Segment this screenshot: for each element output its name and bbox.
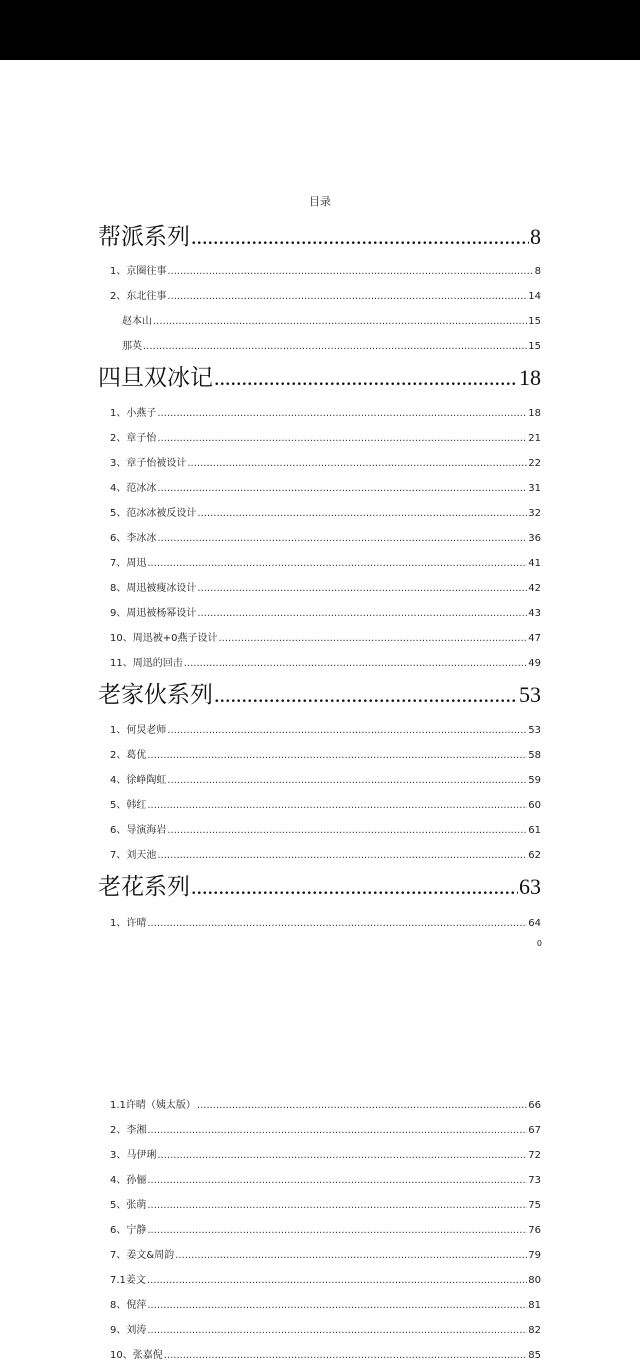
toc-entry[interactable] xyxy=(110,823,541,839)
toc-entry-page: 42 xyxy=(528,583,541,594)
toc-leader-dots xyxy=(147,1273,527,1289)
toc-leader-dots xyxy=(147,798,527,814)
toc-entry[interactable] xyxy=(110,1248,541,1264)
toc-entry-page: 31 xyxy=(528,483,541,494)
toc-entry-label: 2、东北往事 xyxy=(110,291,167,302)
toc-title: 目录 xyxy=(309,195,331,208)
toc-leader-dots xyxy=(184,656,528,672)
toc-entry-page: 64 xyxy=(528,918,541,929)
toc-entry-label: 帮派系列 xyxy=(98,224,190,250)
toc-entry[interactable] xyxy=(110,1323,541,1339)
toc-leader-dots xyxy=(191,222,529,252)
toc-entry-label: 1、小燕子 xyxy=(110,408,157,419)
toc-entry-label: 2、李湘 xyxy=(110,1125,147,1136)
toc-entry-label: 老花系列 xyxy=(98,874,190,900)
toc-entry-label: 1、许晴 xyxy=(110,918,147,929)
toc-entry[interactable] xyxy=(110,406,541,422)
toc-leader-dots xyxy=(197,506,527,522)
toc-entry[interactable] xyxy=(110,506,541,522)
toc-entry[interactable] xyxy=(110,656,541,672)
toc-entry-page: 75 xyxy=(528,1200,541,1211)
toc-leader-dots xyxy=(191,872,518,902)
toc-section[interactable] xyxy=(98,222,541,252)
top-black-bar xyxy=(0,0,640,60)
toc-entry[interactable] xyxy=(110,773,541,789)
toc-entry[interactable] xyxy=(110,456,541,472)
toc-leader-dots xyxy=(147,748,527,764)
toc-leader-dots xyxy=(214,363,518,393)
toc-entry-page: 61 xyxy=(528,825,541,836)
toc-entry-page: 41 xyxy=(528,558,541,569)
toc-entry-label: 2、章子怡 xyxy=(110,433,157,444)
page-number: 0 xyxy=(536,939,542,948)
toc-entry-label: 5、张萌 xyxy=(110,1200,147,1211)
toc-entry-label: 9、周迅被杨幂设计 xyxy=(110,608,197,619)
toc-entry-page: 79 xyxy=(528,1250,541,1261)
toc-entry-label: 10、张嘉倪 xyxy=(110,1350,163,1361)
toc-entry-label: 四旦双冰记 xyxy=(98,365,213,391)
toc-entry-page: 18 xyxy=(519,365,541,390)
toc-leader-dots xyxy=(218,631,527,647)
toc-entry[interactable] xyxy=(110,748,541,764)
toc-entry-page: 43 xyxy=(528,608,541,619)
toc-entry-page: 60 xyxy=(528,800,541,811)
toc-entry-label: 7、姜文&周韵 xyxy=(110,1250,175,1261)
toc-entry[interactable] xyxy=(110,1348,541,1364)
toc-entry-page: 49 xyxy=(528,658,541,669)
toc-leader-dots xyxy=(167,264,533,280)
toc-leader-dots xyxy=(164,1348,528,1364)
toc-entry-page: 59 xyxy=(528,775,541,786)
toc-leader-dots xyxy=(167,723,527,739)
toc-entry-label: 1、何炅老师 xyxy=(110,725,167,736)
toc-leader-dots xyxy=(157,431,527,447)
toc-entry-page: 8 xyxy=(530,224,541,249)
toc-entry-label: 8、周迅被瘦冰设计 xyxy=(110,583,197,594)
toc-entry-label: 3、章子怡被设计 xyxy=(110,458,187,469)
toc-leader-dots xyxy=(197,1098,527,1114)
toc-entry-page: 67 xyxy=(528,1125,541,1136)
toc-entry-page: 22 xyxy=(528,458,541,469)
toc-entry[interactable] xyxy=(110,1148,541,1164)
toc-section[interactable] xyxy=(98,363,541,393)
toc-entry-label: 5、范冰冰被反设计 xyxy=(110,508,197,519)
toc-entry[interactable] xyxy=(110,556,541,572)
toc-entry-page: 81 xyxy=(528,1300,541,1311)
toc-entry[interactable] xyxy=(110,1098,541,1114)
toc-leader-dots xyxy=(197,606,527,622)
toc-leader-dots xyxy=(157,848,527,864)
toc-section[interactable] xyxy=(98,872,541,902)
toc-entry-label: 7、周迅 xyxy=(110,558,147,569)
toc-entry[interactable] xyxy=(110,1223,541,1239)
toc-entry-page: 82 xyxy=(528,1325,541,1336)
toc-entry-label: 6、导演海岩 xyxy=(110,825,167,836)
toc-entry-page: 76 xyxy=(528,1225,541,1236)
toc-entry-label: 11、周迅的回击 xyxy=(110,658,183,669)
toc-entry[interactable] xyxy=(110,1273,541,1289)
toc-entry[interactable] xyxy=(110,1173,541,1189)
toc-leader-dots xyxy=(147,1198,527,1214)
toc-entry[interactable] xyxy=(110,581,541,597)
toc-entry[interactable] xyxy=(110,1298,541,1314)
toc-entry-page: 14 xyxy=(528,291,541,302)
toc-entry-page: 85 xyxy=(528,1350,541,1361)
toc-entry[interactable] xyxy=(110,848,541,864)
toc-entry-page: 32 xyxy=(528,508,541,519)
toc-entry[interactable] xyxy=(110,431,541,447)
toc-entry[interactable] xyxy=(122,339,541,355)
toc-entry[interactable] xyxy=(110,798,541,814)
toc-entry-page: 80 xyxy=(528,1275,541,1286)
toc-entry-page: 63 xyxy=(519,874,541,899)
toc-entry-label: 1、京圈往事 xyxy=(110,266,167,277)
toc-entry-page: 18 xyxy=(528,408,541,419)
toc-leader-dots xyxy=(175,1248,527,1264)
toc-leader-dots xyxy=(147,1323,527,1339)
toc-leader-dots xyxy=(157,406,527,422)
toc-leader-dots xyxy=(167,773,527,789)
toc-leader-dots xyxy=(147,1223,527,1239)
toc-entry[interactable] xyxy=(110,1198,541,1214)
toc-entry-page: 36 xyxy=(528,533,541,544)
toc-entry-page: 15 xyxy=(528,316,541,327)
toc-entry-page: 47 xyxy=(528,633,541,644)
toc-entry[interactable] xyxy=(110,723,541,739)
toc-leader-dots xyxy=(147,916,527,932)
toc-leader-dots xyxy=(147,556,527,572)
toc-entry-page: 58 xyxy=(528,750,541,761)
toc-entry[interactable] xyxy=(110,531,541,547)
toc-entry-label: 2、葛优 xyxy=(110,750,147,761)
toc-leader-dots xyxy=(143,339,527,355)
toc-entry[interactable] xyxy=(110,916,541,932)
toc-leader-dots xyxy=(214,680,518,710)
toc-entry[interactable] xyxy=(110,631,541,647)
toc-entry-label: 7.1姜文 xyxy=(110,1275,146,1286)
toc-entry-label: 9、刘涛 xyxy=(110,1325,147,1336)
toc-entry[interactable] xyxy=(110,289,541,305)
toc-leader-dots xyxy=(147,1123,527,1139)
toc-leader-dots xyxy=(147,1173,527,1189)
toc-leader-dots xyxy=(167,823,527,839)
toc-leader-dots xyxy=(153,314,527,330)
toc-entry-label: 1.1许晴（姨太版） xyxy=(110,1100,196,1111)
toc-entry[interactable] xyxy=(110,606,541,622)
toc-leader-dots xyxy=(147,1298,527,1314)
toc-entry-label: 7、刘天池 xyxy=(110,850,157,861)
toc-leader-dots xyxy=(197,581,527,597)
toc-entry-label: 10、周迅被+0燕子设计 xyxy=(110,633,218,644)
toc-entry[interactable] xyxy=(122,314,541,330)
toc-entry-label: 6、李冰冰 xyxy=(110,533,157,544)
toc-entry-label: 3、马伊琍 xyxy=(110,1150,157,1161)
toc-entry-label: 4、范冰冰 xyxy=(110,483,157,494)
toc-entry[interactable] xyxy=(110,264,541,280)
toc-leader-dots xyxy=(157,1148,527,1164)
toc-entry[interactable] xyxy=(110,1123,541,1139)
toc-entry-label: 那英 xyxy=(122,341,142,352)
toc-entry-label: 8、倪萍 xyxy=(110,1300,147,1311)
toc-entry-page: 53 xyxy=(519,682,541,707)
toc-entry-label: 老家伙系列 xyxy=(98,682,213,708)
toc-leader-dots xyxy=(157,531,527,547)
toc-entry-label: 4、徐峥陶虹 xyxy=(110,775,167,786)
toc-section[interactable] xyxy=(98,680,541,710)
toc-leader-dots xyxy=(187,456,527,472)
toc-entry-label: 5、韩红 xyxy=(110,800,147,811)
toc-entry-page: 62 xyxy=(528,850,541,861)
toc-entry-page: 21 xyxy=(528,433,541,444)
toc-entry-label: 6、宁静 xyxy=(110,1225,147,1236)
toc-entry-page: 8 xyxy=(534,266,541,277)
toc-entry[interactable] xyxy=(110,481,541,497)
toc-entry-label: 4、孙俪 xyxy=(110,1175,147,1186)
toc-entry-page: 72 xyxy=(528,1150,541,1161)
toc-entry-page: 53 xyxy=(528,725,541,736)
toc-entry-page: 73 xyxy=(528,1175,541,1186)
toc-leader-dots xyxy=(157,481,527,497)
toc-entry-page: 15 xyxy=(528,341,541,352)
toc-leader-dots xyxy=(167,289,527,305)
toc-entry-page: 66 xyxy=(528,1100,541,1111)
toc-entry-label: 赵本山 xyxy=(122,316,152,327)
